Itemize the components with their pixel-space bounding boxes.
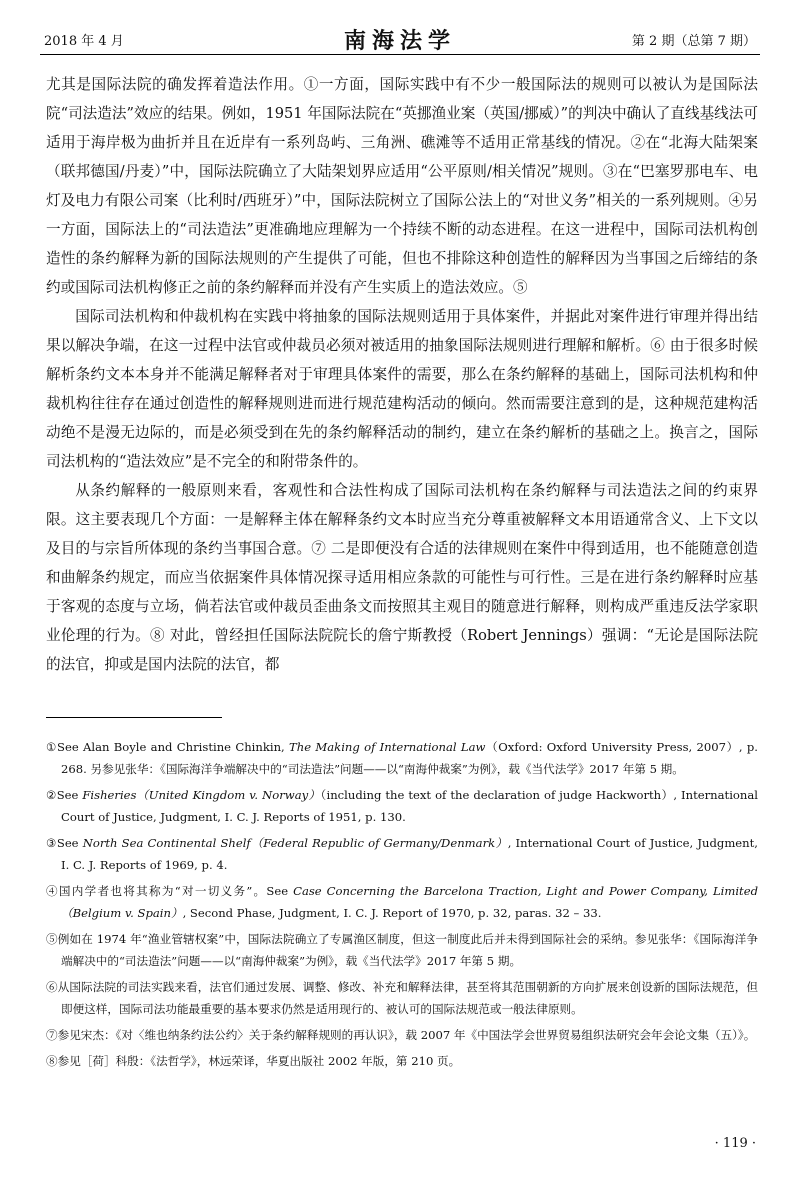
issue-number: 第 2 期（总第 7 期）	[631, 34, 756, 49]
body-paragraph: 尤其是国际法院的确发挥着造法作用。①一方面，国际实践中有不少一般国际法的规则可以被认为是国际法院“司法造法”效应的结果。例如，1951 年国际法院在“英挪渔业案（英国/挪威）”的判决中确认了直线基线法可适用于海岸极为曲折并且在近岸有一系列岛屿、三角洲、礁滩等不适用正常基线的情况。②在“北海大陆架案（联邦德国/丹麦）”中，国际法院确立了大陆架划界应适用“公平原则/相关情况”规则。③在“巴塞罗那电车、电灯及电力有限公司案（比利时/西班牙）”中，国际法院树立了国际公法上的“对世义务”相关的一系列规则。④另一方面，国际法上的“司法造法”更准确地应理解为一个持续不断的动态进程。在这一进程中，国际司法机构创造性的条约解释为新的国际法规则的产生提供了可能，但也不排除这种创造性的解释因为当事国之后缔结的条约或国际司法机构修正之前的条约解释而并没有产生实质上的造法效应。⑤	[46, 76, 758, 296]
footnote-mark: ⑤	[46, 932, 58, 946]
body-paragraph: 国际司法机构和仲裁机构在实践中将抽象的国际法规则适用于具体案件，并据此对案件进行审理并得出结果以解决争端，在这一过程中法官或仲裁员必须对被适用的抽象国际法规则进行理解和解析。⑥ 由于很多时候解析条约文本本身并不能满足解释者对于审理具体案件的需要，那么在条约解释的基础上，国际司法机构和仲裁机构往往存在通过创造性的解释规则进而进行规范建构活动的倾向。然而需要注意到的是，这种规范建构活动绝不是漫无边际的，而是必须受到在先的条约解释活动的制约，建立在条约解析的基础之上。换言之，国际司法机构的“造法效应”是不完全的和附带条件的。	[46, 308, 758, 470]
footnote-text: （including the text of the declaration of judge Hackworth）, International Court of Justice, Judgment, I. C. J. Reports of 1951, p. 130.	[61, 788, 758, 824]
footnote-mark: ⑧	[46, 1054, 58, 1068]
footnote-mark: ②	[46, 788, 57, 802]
header-rule	[40, 54, 760, 55]
footnote-mark: ③	[46, 836, 57, 850]
footnote-text: 参见宋杰：《对〈维也纳条约法公约〉关于条约解释规则的再认识》，载 2007 年《中国法学会世界贸易组织法研究会年会论文集（五）》。	[57, 1028, 756, 1042]
footnote-text: 从国际法院的司法实践来看，法官们通过发展、调整、修改、补充和解释法律，甚至将其范围朝新的方向扩展来创设新的国际法规范，但即便这样，国际司法功能最重要的基本要求仍然是适用现行的、被认可的国际法规范或一般法律原则。	[57, 980, 758, 1016]
footnote-title-italic: Case Concerning the Barcelona Traction, Light and Power Company, Limited（Belgium v. Spain）	[61, 884, 758, 920]
footnote	[46, 832, 758, 876]
footnote-mark: ⑥	[46, 980, 58, 994]
footnote-title-italic: North Sea Continental Shelf（Federal Republic of Germany/Denmark）	[82, 836, 508, 850]
footnote-text: 参见［荷］科殷：《法哲学》，林远荣译，华夏出版社 2002 年版，第 210 页。	[57, 1054, 461, 1068]
footnote	[46, 928, 758, 972]
footnote-title-italic: Fisheries（United Kingdom v. Norway）	[82, 788, 321, 802]
footnote-text: , International Court of Justice, Judgment, I. C. J. Reports of 1969, p. 4.	[61, 836, 758, 872]
page-number: · 119 ·	[714, 1136, 756, 1151]
footnote	[46, 784, 758, 828]
footnote	[46, 1050, 758, 1072]
footnote-text: 国内学者也将其称为“对一切义务”。See	[58, 884, 294, 898]
footnote-text: , Second Phase, Judgment, I. C. J. Report of 1970, p. 32, paras. 32 – 33.	[182, 906, 602, 920]
footnote	[46, 736, 758, 780]
footnote-text: （Oxford: Oxford University Press, 2007）, p. 268. 另参见张华：《国际海洋争端解决中的“司法造法”问题——以“南海仲裁案”为例》，载《当代法学》2017 年第 5 期。	[61, 740, 758, 776]
journal-title: 南海法学	[343, 28, 456, 54]
footnote-mark: ①	[46, 740, 58, 754]
footnote-separator	[46, 717, 222, 718]
footnote-text: 例如在 1974 年“渔业管辖权案”中，国际法院确立了专属渔区制度，但这一制度此后并未得到国际社会的采纳。参见张华：《国际海洋争端解决中的“司法造法”问题——以“南海仲裁案”为例》，载《当代法学》2017 年第 5 期。	[57, 932, 758, 968]
footnote	[46, 880, 758, 924]
footnote-text: See	[56, 788, 83, 802]
footnote-mark: ④	[46, 884, 59, 898]
main-text	[46, 70, 758, 679]
running-header	[40, 24, 760, 52]
footnote	[46, 1024, 758, 1046]
body-paragraph: 从条约解释的一般原则来看，客观性和合法性构成了国际司法机构在条约解释与司法造法之间的约束界限。这主要表现几个方面：一是解释主体在解释条约文本时应当充分尊重被解释文本用语通常含义、上下文以及目的与宗旨所体现的条约当事国合意。⑦ 二是即便没有合适的法律规则在案件中得到适用，也不能随意创造和曲解条约规定，而应当依据案件具体情况探寻适用相应条款的可能性与可行性。三是在进行条约解释时应基于客观的态度与立场，倘若法官或仲裁员歪曲条文而按照其主观目的随意进行解释，则构成严重违反法学家职业伦理的行为。⑧ 对此，曾经担任国际法院院长的詹宁斯教授（Robert Jennings）强调：“无论是国际法院的法官，抑或是国内法院的法官，都	[46, 482, 758, 673]
footnote-mark: ⑦	[46, 1028, 58, 1042]
issue-date: 2018 年 4 月	[44, 34, 124, 49]
footnote-title-italic: The Making of International Law	[289, 740, 486, 754]
footnote	[46, 976, 758, 1020]
footnote-text: See Alan Boyle and Christine Chinkin,	[57, 740, 290, 754]
footnote-text: See	[56, 836, 83, 850]
footnotes	[46, 736, 758, 1076]
